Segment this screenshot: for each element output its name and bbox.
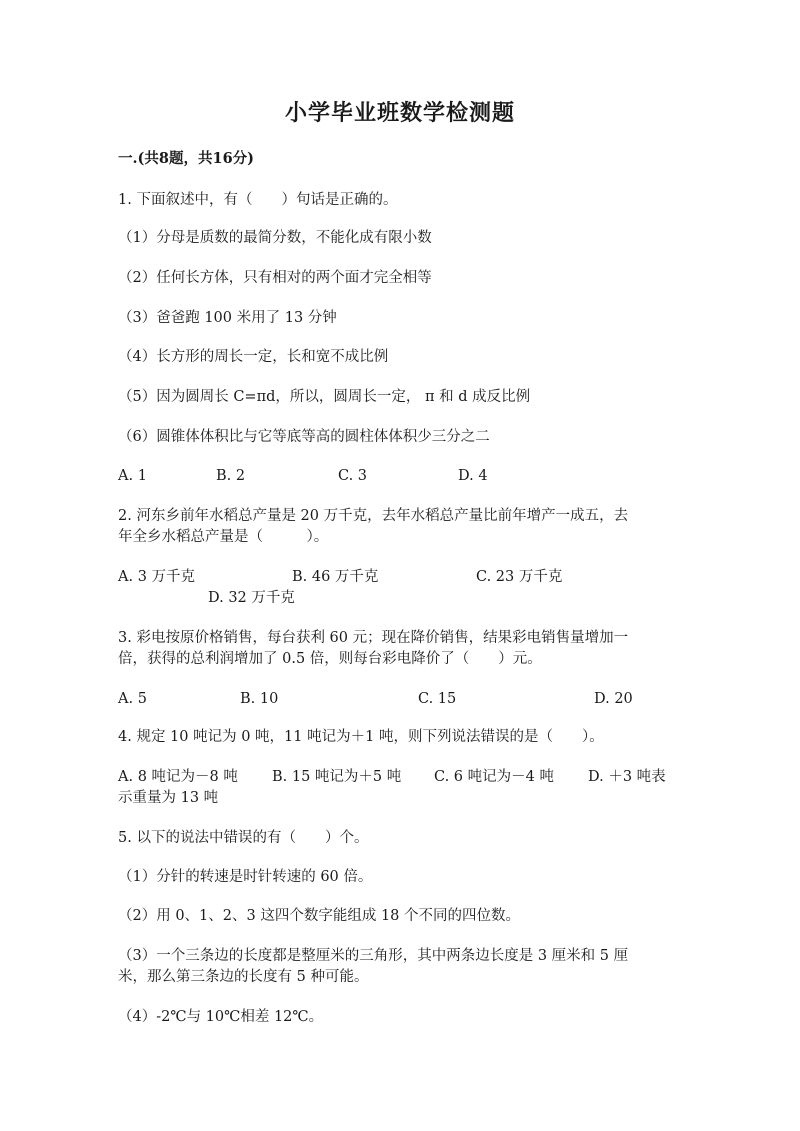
question-1-option-d: D. 4 bbox=[458, 468, 488, 484]
question-4-option-b: B. 15 吨记为＋5 吨 bbox=[272, 769, 402, 785]
question-1-item: （4）长方形的周长一定，长和宽不成比例 bbox=[118, 349, 389, 365]
question-4-option-d-cont: 示重量为 13 吨 bbox=[118, 790, 219, 806]
page-title: 小学毕业班数学检测题 bbox=[284, 100, 515, 126]
question-5-item: （4）-2℃与 10℃相差 12℃。 bbox=[118, 1009, 324, 1025]
question-2-option-a: A. 3 万千克 bbox=[118, 569, 196, 585]
question-4-option-c: C. 6 吨记为－4 吨 bbox=[434, 769, 554, 785]
question-3-stem: 3. 彩电按原价格销售，每台获利 60 元；现在降价销售，结果彩电销售量增加一 bbox=[118, 630, 629, 646]
question-5-item: （2）用 0、1、2、3 这四个数字能组成 18 个不同的四位数。 bbox=[118, 908, 521, 924]
question-1-option-c: C. 3 bbox=[338, 468, 368, 484]
question-5-item-cont: 米，那么第三条边的长度有 5 种可能。 bbox=[118, 969, 369, 985]
question-3-option-d: D. 20 bbox=[594, 691, 633, 707]
question-1-item: （2）任何长方体，只有相对的两个面才完全相等 bbox=[118, 270, 432, 286]
question-1-option-b: B. 2 bbox=[216, 468, 246, 484]
question-3-option-c: C. 15 bbox=[418, 691, 457, 707]
question-2-option-d: D. 32 万千克 bbox=[208, 590, 295, 606]
question-2-stem-cont: 年全乡水稻总产量是（ ）。 bbox=[118, 529, 329, 545]
question-1-item: （3）爸爸跑 100 米用了 13 分钟 bbox=[118, 310, 337, 326]
question-2-option-c: C. 23 万千克 bbox=[476, 569, 563, 585]
question-2-option-b: B. 46 万千克 bbox=[292, 569, 379, 585]
question-5-item: （1）分针的转速是时针转速的 60 倍。 bbox=[118, 869, 373, 885]
question-1-stem: 1. 下面叙述中，有（ ）句话是正确的。 bbox=[118, 192, 398, 208]
question-3-stem-cont: 倍，获得的总利润增加了 0.5 倍，则每台彩电降价了（ ）元。 bbox=[118, 651, 542, 667]
question-3-option-a: A. 5 bbox=[118, 691, 147, 707]
question-3-option-b: B. 10 bbox=[240, 691, 279, 707]
question-4-option-a: A. 8 吨记为－8 吨 bbox=[118, 769, 238, 785]
question-5-item: （3）一个三条边的长度都是整厘米的三角形，其中两条边长度是 3 厘米和 5 厘 bbox=[118, 948, 629, 964]
question-2-stem: 2. 河东乡前年水稻总产量是 20 万千克，去年水稻总产量比前年增产一成五，去 bbox=[118, 508, 629, 524]
question-4-option-d: D. ＋3 吨表 bbox=[588, 769, 666, 785]
section-heading: 一.(共8题，共16分) bbox=[118, 150, 255, 167]
question-1-item: （6）圆锥体体积比与它等底等高的圆柱体体积少三分之二 bbox=[118, 429, 490, 445]
question-1-item: （1）分母是质数的最简分数，不能化成有限小数 bbox=[118, 230, 432, 246]
question-4-stem: 4. 规定 10 吨记为 0 吨，11 吨记为＋1 吨，则下列说法错误的是（ ）。 bbox=[118, 729, 604, 745]
question-5-stem: 5. 以下的说法中错误的有（ ）个。 bbox=[118, 830, 369, 846]
question-1-option-a: A. 1 bbox=[118, 468, 147, 484]
question-1-item: （5）因为圆周长 C=πd，所以，圆周长一定， π 和 d 成反比例 bbox=[118, 389, 531, 405]
